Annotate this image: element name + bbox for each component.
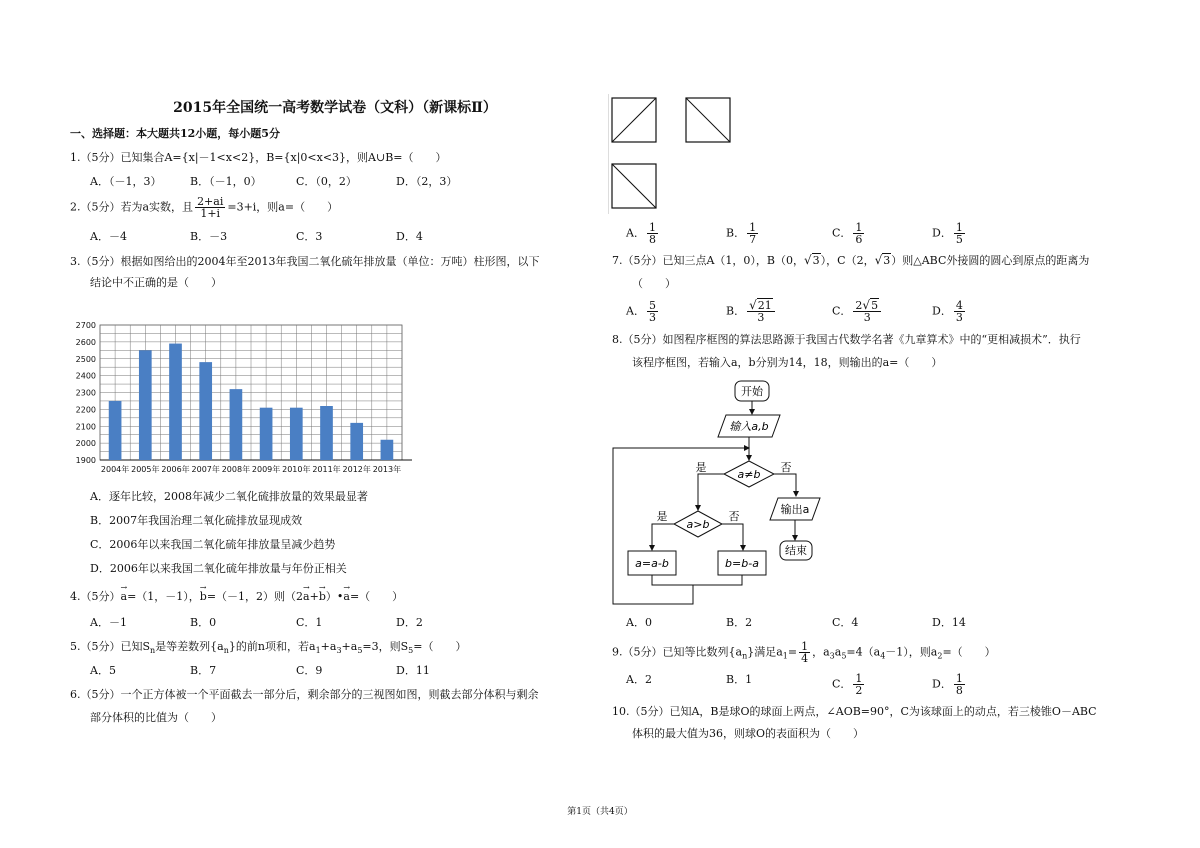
radicand: 21 bbox=[757, 299, 772, 312]
frac-num: 1 bbox=[955, 672, 963, 685]
flow-input-label: 输入a,b bbox=[729, 420, 769, 433]
flow-no-label: 否 bbox=[728, 510, 740, 523]
y-tick-label: 2300 bbox=[75, 388, 96, 398]
x-tick-label: 2011年 bbox=[312, 465, 341, 474]
frac-den: 4 bbox=[801, 652, 809, 665]
frac-den: 3 bbox=[648, 311, 656, 324]
q6-option-label: C． bbox=[832, 226, 852, 240]
frac-den: 7 bbox=[749, 233, 757, 246]
q1-option-a: A．（－1，3） bbox=[90, 175, 162, 188]
q5-option-d: D．11 bbox=[396, 664, 430, 677]
flow-yes-label: 是 bbox=[656, 510, 668, 523]
page-footer: 第1页（共4页） bbox=[567, 807, 633, 817]
flow-end-label: 结束 bbox=[785, 544, 807, 557]
q8-stem-line1: 8.（5分）如图程序框图的算法思路源于我国古代数学名著《九章算术》中的“更相减损术”．执行 bbox=[612, 333, 1081, 346]
q7-part: ）则△ABC外接圆的圆心到原点的距离为 bbox=[891, 254, 1090, 267]
q6-stem-line1: 6.（5分）一个正方体被一个平面截去一部分后，剩余部分的三视图如图，则截去部分体积与剩余 bbox=[70, 688, 539, 701]
q5-sub: 5 bbox=[408, 646, 414, 656]
q5-option-a: A．5 bbox=[90, 664, 116, 677]
bar-2004年 bbox=[109, 401, 122, 460]
q4-option-c: C．1 bbox=[296, 616, 323, 629]
x-tick-label: 2005年 bbox=[131, 465, 160, 474]
q6-option-c bbox=[832, 222, 866, 245]
q1-option-d: D．（2，3） bbox=[396, 175, 458, 188]
q6-option-a bbox=[626, 222, 660, 245]
top-view-diagonal bbox=[612, 164, 656, 208]
q5-part: 是等差数列{a bbox=[155, 640, 224, 653]
q7-option-fraction bbox=[747, 300, 775, 323]
bar-chart bbox=[60, 315, 420, 480]
q5-part: =3，则S bbox=[362, 640, 409, 653]
frac-num: 1 bbox=[955, 221, 963, 234]
q1-stem: 1.（5分）已知集合A={x|－1<x<2}，B={x|0<x<3}，则A∪B=（ ） bbox=[70, 151, 447, 164]
q8-option-b: B．2 bbox=[726, 616, 753, 629]
q4-stem-part: =（ ） bbox=[349, 590, 404, 603]
y-tick-label: 2100 bbox=[75, 422, 96, 432]
q5-stem bbox=[70, 640, 466, 658]
bar-2013年 bbox=[381, 440, 394, 460]
q7-option-label: B． bbox=[726, 304, 746, 318]
q9-part: =（ ） bbox=[942, 645, 996, 659]
q9-part: a bbox=[834, 645, 842, 659]
chart-xticks bbox=[101, 464, 401, 474]
q9-fraction bbox=[799, 641, 810, 664]
q9-part: =4（a bbox=[846, 645, 881, 659]
q2-fraction bbox=[195, 196, 225, 219]
three-view-figure bbox=[608, 94, 748, 214]
frac-den: 3 bbox=[955, 311, 963, 324]
q2-option-c: C．3 bbox=[296, 230, 323, 243]
q1-option-b: B．（－1，0） bbox=[190, 175, 262, 188]
q7-option-fraction bbox=[853, 300, 881, 323]
x-tick-label: 2007年 bbox=[191, 465, 220, 474]
q6-option-label: B． bbox=[726, 226, 746, 240]
q5-part: +a bbox=[320, 640, 337, 653]
q9-sub: 3 bbox=[829, 651, 835, 661]
sqrt-icon: √ bbox=[874, 253, 883, 267]
flow-output-label: 输出a bbox=[780, 503, 810, 516]
q10-stem-line2: 体积的最大值为36，则球O的表面积为（ ） bbox=[632, 727, 865, 740]
flow-box2-label: b=b-a bbox=[725, 557, 759, 570]
q9-option-fraction bbox=[853, 673, 864, 696]
y-tick-label: 2700 bbox=[75, 321, 96, 330]
bar-2006年 bbox=[169, 344, 182, 460]
q3-option-a: A．逐年比较，2008年减少二氧化硫排放量的效果最显著 bbox=[90, 490, 368, 503]
q5-part: =（ ） bbox=[413, 640, 467, 653]
q9-part: 9.（5分）已知等比数列{a bbox=[612, 645, 743, 659]
q9-sub: 1 bbox=[782, 651, 788, 661]
coef: 2 bbox=[855, 299, 863, 312]
q8-stem-line2: 该程序框图，若输入a，b分别为14，18，则输出的a=（ ） bbox=[632, 356, 943, 369]
frac-num: 4 bbox=[955, 299, 963, 312]
q6-option-fraction bbox=[954, 222, 965, 245]
q4-stem-part: + bbox=[309, 590, 319, 603]
bar-2007年 bbox=[199, 362, 212, 460]
q2-pre: 2.（5分）若为a实数，且 bbox=[70, 200, 194, 214]
y-tick-label: 2400 bbox=[75, 371, 96, 381]
frac-num: 5 bbox=[648, 299, 656, 312]
flow-loop bbox=[652, 575, 693, 585]
q2-stem bbox=[70, 196, 338, 219]
q2-option-a: A．－4 bbox=[90, 230, 127, 243]
q7-part: ），C（2， bbox=[820, 254, 875, 267]
q4-stem bbox=[70, 590, 403, 604]
q9-part: = bbox=[787, 645, 798, 659]
section-heading: 一、选择题：本大题共12小题，每小题5分 bbox=[70, 127, 280, 140]
side-view-diagonal bbox=[686, 98, 730, 142]
q5-sub: n bbox=[223, 646, 229, 656]
bar-2008年 bbox=[230, 389, 243, 460]
q7-stem-line2: （ ） bbox=[632, 277, 676, 290]
frac-num: 1 bbox=[801, 640, 809, 653]
frac-den: 3 bbox=[863, 311, 871, 324]
q4-stem-part: =（－1，2）则（2 bbox=[206, 590, 304, 603]
q8-option-d: D．14 bbox=[932, 616, 966, 629]
q3-option-c: C．2006年以来我国二氧化硫年排放量呈减少趋势 bbox=[90, 538, 336, 551]
bar-2011年 bbox=[320, 406, 333, 460]
vector-b: → b bbox=[319, 590, 326, 604]
q7-option-a bbox=[626, 300, 660, 323]
q6-stem-line2: 部分体积的比值为（ ） bbox=[90, 711, 222, 724]
q2-post: =3+i，则a=（ ） bbox=[227, 200, 339, 214]
x-tick-label: 2009年 bbox=[251, 465, 281, 474]
q4-stem-part: ）• bbox=[325, 590, 344, 603]
frac-den: 8 bbox=[648, 233, 656, 246]
q5-option-c: C．9 bbox=[296, 664, 323, 677]
q10-stem-line1: 10.（5分）已知A，B是球O的球面上两点，∠AOB=90°，C为该球面上的动点，若三棱锥O－ABC bbox=[612, 705, 1097, 718]
flow-edge bbox=[652, 524, 674, 550]
q4-option-d: D．2 bbox=[396, 616, 423, 629]
flow-edge bbox=[698, 474, 724, 510]
q2-option-b: B．－3 bbox=[190, 230, 228, 243]
flowchart bbox=[608, 378, 838, 608]
flow-no-label: 否 bbox=[780, 461, 792, 474]
flow-edge bbox=[774, 474, 796, 496]
flow-start-label: 开始 bbox=[741, 385, 763, 398]
sqrt-icon: √ bbox=[862, 298, 871, 312]
q7-option-label: A． bbox=[626, 304, 645, 318]
page-title: 2015年全国统一高考数学试卷（文科）（新课标Ⅱ） bbox=[173, 100, 497, 116]
q4-option-b: B．0 bbox=[190, 616, 217, 629]
flow-box1-label: a=a-b bbox=[635, 557, 669, 570]
q9-sub: n bbox=[742, 651, 748, 661]
q6-option-d bbox=[932, 222, 967, 245]
sqrt-icon: √ bbox=[749, 298, 757, 312]
vector-a: → a bbox=[343, 590, 350, 604]
q9-stem bbox=[612, 641, 996, 664]
frac-den: 3 bbox=[757, 311, 765, 324]
radicand: 5 bbox=[871, 299, 879, 312]
q9-part: ，a bbox=[812, 645, 830, 659]
frac-num: 1 bbox=[749, 221, 757, 234]
q9-option-label: D． bbox=[932, 677, 952, 691]
flow-edge bbox=[722, 524, 743, 550]
q4-stem-part: 4.（5分） bbox=[70, 590, 121, 603]
frac-num: 1 bbox=[855, 221, 863, 234]
q9-option-a: A．2 bbox=[626, 673, 652, 686]
q2-frac-den: 1+i bbox=[200, 207, 221, 220]
x-tick-label: 2008年 bbox=[221, 465, 251, 474]
frac-den: 5 bbox=[955, 233, 963, 246]
q9-option-label: C． bbox=[832, 677, 852, 691]
q5-sub: 1 bbox=[315, 646, 321, 656]
q9-sub: 2 bbox=[937, 651, 943, 661]
flow-cond1-label: a≠b bbox=[737, 468, 761, 481]
bar-2010年 bbox=[290, 408, 303, 460]
q6-option-fraction bbox=[853, 222, 864, 245]
q5-option-b: B．7 bbox=[190, 664, 217, 677]
q8-option-c: C．4 bbox=[832, 616, 859, 629]
q7-radicand: 3 bbox=[883, 254, 891, 267]
x-tick-label: 2006年 bbox=[161, 465, 190, 474]
q9-sub: 5 bbox=[841, 651, 847, 661]
q5-sub: 3 bbox=[336, 646, 342, 656]
sqrt-icon: √ bbox=[804, 253, 812, 267]
q6-option-fraction bbox=[647, 222, 658, 245]
q7-option-fraction bbox=[954, 300, 965, 323]
q7-option-label: C． bbox=[832, 304, 852, 318]
y-tick-label: 2200 bbox=[75, 405, 96, 415]
vector-a: → a bbox=[303, 590, 310, 604]
q2-frac-num: 2+ai bbox=[197, 195, 224, 208]
frac-den: 6 bbox=[855, 233, 863, 246]
frac-num: 1 bbox=[855, 672, 863, 685]
flow-cond2-label: a>b bbox=[686, 518, 710, 531]
frac-num: 1 bbox=[648, 221, 656, 234]
q5-sub: n bbox=[150, 646, 156, 656]
frac-den: 8 bbox=[955, 684, 963, 697]
y-tick-label: 2500 bbox=[75, 354, 96, 364]
chart-yticks bbox=[76, 321, 96, 465]
q7-option-c bbox=[832, 300, 883, 323]
q5-part: }的前n项和，若a bbox=[228, 640, 316, 653]
x-tick-label: 2013年 bbox=[372, 465, 402, 474]
q4-option-a: A．－1 bbox=[90, 616, 127, 629]
q3-option-d: D．2006年以来我国二氧化硫年排放量与年份正相关 bbox=[90, 562, 347, 575]
q6-option-b bbox=[726, 222, 760, 245]
flow-yes-label: 是 bbox=[695, 461, 707, 474]
y-tick-label: 1900 bbox=[75, 456, 96, 465]
x-tick-label: 2004年 bbox=[100, 465, 130, 474]
front-view-diagonal bbox=[612, 98, 656, 142]
q7-part: 7.（5分）已知三点A（1，0），B（0， bbox=[612, 254, 805, 267]
q6-option-label: A． bbox=[626, 226, 645, 240]
q9-part: }满足a bbox=[747, 645, 783, 659]
q6-option-fraction bbox=[747, 222, 758, 245]
q9-option-fraction bbox=[954, 673, 965, 696]
q7-option-label: D． bbox=[932, 304, 952, 318]
q4-stem-part: =（1，－1）， bbox=[127, 590, 200, 603]
q7-stem bbox=[612, 253, 1089, 268]
q5-part: +a bbox=[341, 640, 358, 653]
q8-option-a: A．0 bbox=[626, 616, 652, 629]
y-tick-label: 2600 bbox=[75, 337, 96, 347]
q7-option-d bbox=[932, 300, 967, 323]
x-tick-label: 2010年 bbox=[282, 465, 311, 474]
q9-option-c bbox=[832, 673, 866, 696]
vector-a: → a bbox=[121, 590, 128, 604]
q3-stem-line1: 3.（5分）根据如图给出的2004年至2013年我国二氧化硫年排放量（单位：万吨）柱形图，以下 bbox=[70, 255, 540, 268]
q6-option-label: D． bbox=[932, 226, 952, 240]
q3-option-b: B．2007年我国治理二氧化硫排放显现成效 bbox=[90, 514, 303, 527]
q7-radicand: 3 bbox=[812, 254, 820, 267]
vector-b: → b bbox=[200, 590, 207, 604]
q1-option-c: C．（0，2） bbox=[296, 175, 357, 188]
q9-option-d bbox=[932, 673, 967, 696]
q9-part: －1），则a bbox=[885, 645, 938, 659]
q5-part: 5.（5分）已知S bbox=[70, 640, 151, 653]
bar-2009年 bbox=[260, 408, 273, 460]
frac-den: 2 bbox=[855, 684, 863, 697]
bar-2012年 bbox=[350, 423, 363, 460]
bar-2005年 bbox=[139, 350, 152, 460]
y-tick-label: 2000 bbox=[75, 439, 96, 449]
q7-option-fraction bbox=[647, 300, 658, 323]
q9-sub: 4 bbox=[880, 651, 886, 661]
q9-option-b: B．1 bbox=[726, 673, 753, 686]
q3-stem-line2: 结论中不正确的是（ ） bbox=[90, 276, 222, 289]
x-tick-label: 2012年 bbox=[342, 465, 371, 474]
q2-option-d: D．4 bbox=[396, 230, 423, 243]
q5-sub: 5 bbox=[357, 646, 363, 656]
q7-option-b bbox=[726, 300, 777, 323]
